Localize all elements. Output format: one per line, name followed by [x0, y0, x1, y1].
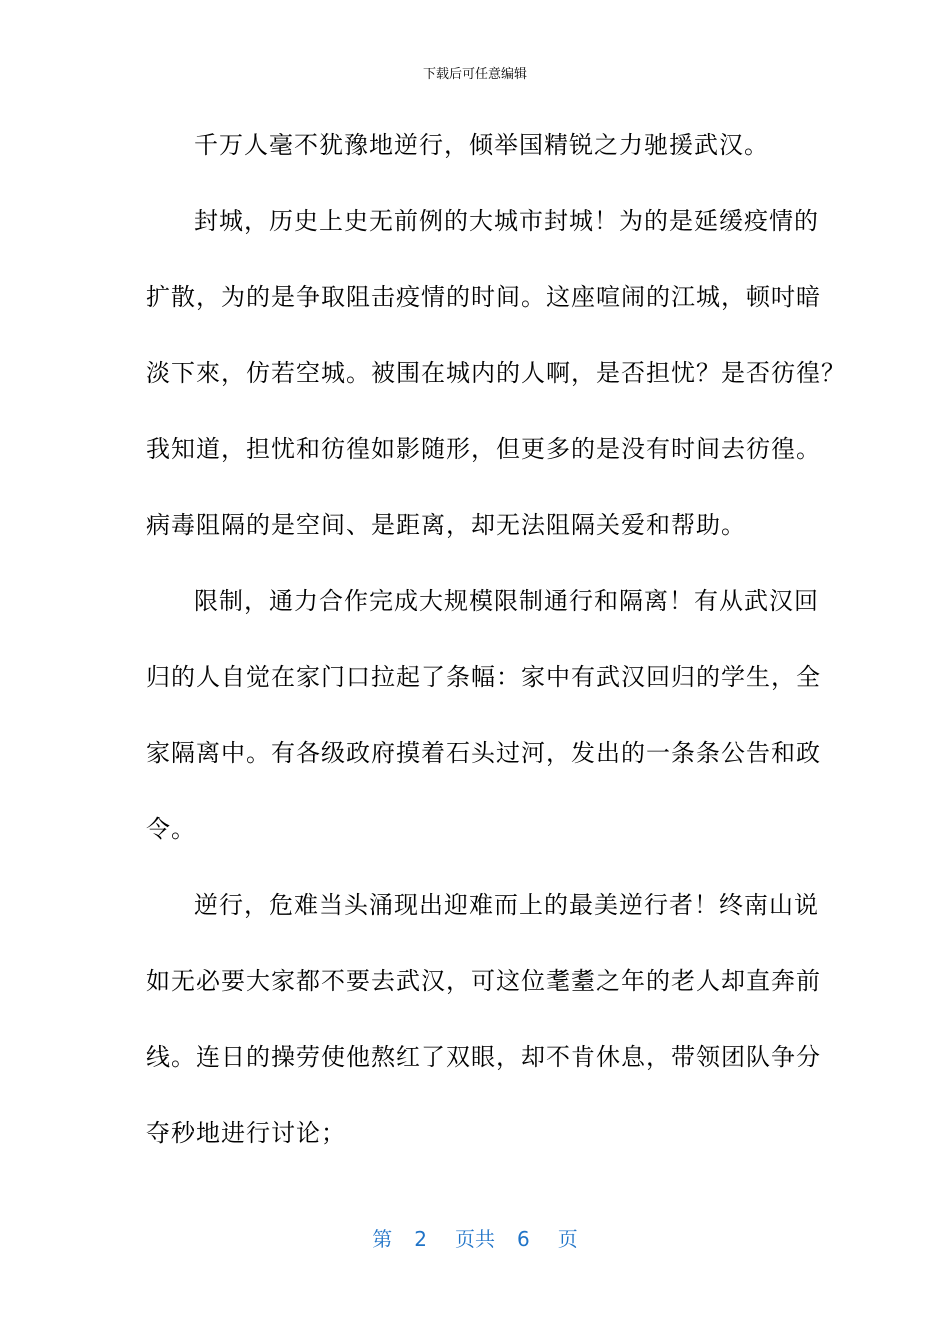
body-line: 夺秒地进行讨论； — [146, 1119, 346, 1147]
body-line: 扩散，为的是争取阻击疫情的时间。这座喧闹的江城，顿吋暗 — [146, 283, 821, 311]
body-line: 淡下來，仿若空城。被围在城内的人啊，是否担忧？是否彷徨？ — [146, 359, 846, 387]
document-body — [146, 125, 846, 1189]
body-line: 封城，历史上史无前例的大城市封城！为的是延缓疫情的 — [194, 207, 819, 235]
footer-prefix: 第 — [372, 1227, 393, 1251]
body-line: 令。 — [146, 815, 196, 843]
body-line: 病毒阻隔的是空间、是距离，却无法阻隔关爱和帮助。 — [146, 511, 746, 539]
body-line: 家隔离中。有各级政府摸着石头过河，发出的一条条公告和政 — [146, 739, 821, 767]
current-page-number: 2 — [414, 1227, 427, 1251]
footer-suffix: 页 — [557, 1227, 578, 1251]
total-pages-number: 6 — [517, 1227, 530, 1251]
body-line: 线。连日的操劳使他熬红了双眼，却不肯休息，带领团队争分 — [146, 1043, 821, 1071]
body-line: 千万人毫不犹豫地逆行，倾举国精锐之力驰援武汉。 — [194, 131, 769, 159]
body-line: 如无必要大家都不要去武汉，可这位耄耋之年的老人却直奔前 — [146, 967, 821, 995]
body-line: 归的人自觉在家门口拉起了条幅：家中有武汉回归的学生，全 — [146, 663, 821, 691]
body-line: 限制，通力合作完成大规模限制通行和隔离！有从武汉回 — [194, 587, 819, 615]
page-number-footer — [0, 1225, 950, 1253]
page-header: 下载后可任意编辑 — [422, 67, 527, 82]
body-line: 我知道，担忧和彷徨如影随形，但更多的是没有时间去彷徨。 — [146, 435, 821, 463]
footer-middle: 页共 — [455, 1227, 495, 1251]
body-line: 逆行，危难当头涌现出迎难而上的最美逆行者！终南山说 — [194, 891, 819, 919]
